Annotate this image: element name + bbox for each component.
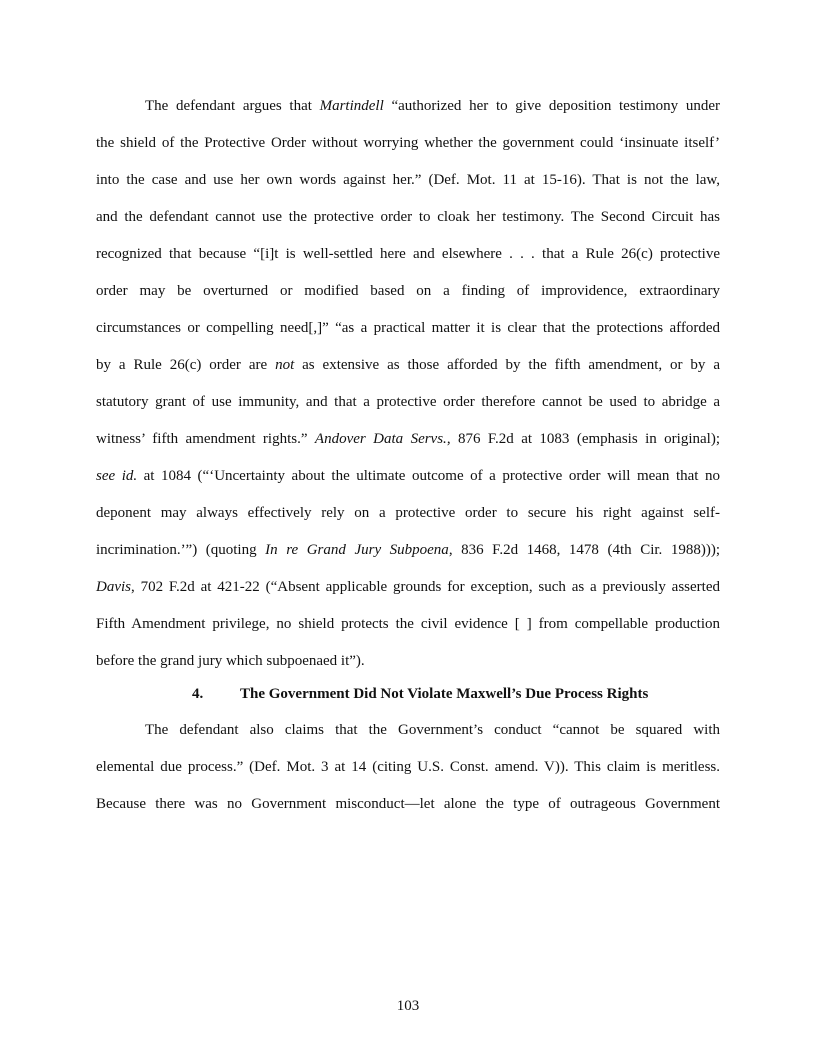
text-line bbox=[96, 355, 720, 375]
text-line bbox=[96, 794, 720, 814]
italic-text-run: Andover Data Servs. bbox=[314, 431, 447, 447]
text-run: , 876 F.2d at 1083 (emphasis in original); bbox=[446, 431, 720, 447]
text-line bbox=[96, 392, 720, 412]
text-line bbox=[96, 96, 720, 116]
text-line bbox=[96, 207, 720, 227]
text-line bbox=[96, 429, 720, 449]
text-line bbox=[96, 540, 720, 560]
text-run: , 836 F.2d 1468, 1478 (4th Cir. 1988))); bbox=[448, 542, 721, 558]
italic-text-run: not bbox=[275, 357, 295, 373]
text-run: The defendant argues that bbox=[145, 98, 320, 114]
section-number: 4. bbox=[192, 686, 204, 702]
text-line bbox=[96, 318, 720, 338]
text-run: “authorized her to give deposition testimony under bbox=[383, 98, 721, 114]
text-line bbox=[96, 577, 720, 597]
text-run: incrimination.’”) (quoting bbox=[96, 542, 266, 558]
italic-text-run: Davis bbox=[96, 579, 131, 595]
italic-text-run: In re Grand Jury Subpoena bbox=[265, 542, 449, 558]
section-heading bbox=[96, 684, 720, 704]
text-run: , 702 F.2d at 421-22 (“Absent applicable grounds for exception, such as a previously asserted bbox=[131, 579, 720, 595]
text-run: Because there was no Government misconduct—let alone the type of outrageous Government bbox=[96, 796, 720, 812]
text-line bbox=[96, 281, 720, 301]
text-line bbox=[96, 757, 720, 777]
text-run: deponent may always effectively rely on a protective order to secure his right against self- bbox=[96, 505, 720, 521]
section-title: The Government Did Not Violate Maxwell’s Due Process Rights bbox=[240, 686, 649, 702]
text-run: recognized that because “[i]t is well-settled here and elsewhere . . . that a Rule 26(c) protective bbox=[96, 246, 720, 262]
text-line bbox=[96, 720, 720, 740]
text-run: The defendant also claims that the Government’s conduct “cannot be squared with bbox=[145, 722, 720, 738]
text-run: by a Rule 26(c) order are bbox=[96, 357, 276, 373]
text-run: and the defendant cannot use the protective order to cloak her testimony. The Second Circuit has bbox=[96, 209, 720, 225]
text-run: order may be overturned or modified based on a finding of improvidence, extraordinary bbox=[96, 283, 720, 299]
text-line bbox=[96, 651, 720, 671]
text-line bbox=[96, 466, 720, 486]
text-line bbox=[96, 614, 720, 634]
text-run: the shield of the Protective Order without worrying whether the government could ‘insinuate itself’ bbox=[96, 135, 720, 151]
italic-text-run: Martindell bbox=[319, 98, 384, 114]
text-line bbox=[96, 244, 720, 264]
text-run: elemental due process.” (Def. Mot. 3 at 14 (citing U.S. Const. amend. V)). This claim is meritless. bbox=[96, 759, 720, 775]
text-run: Fifth Amendment privilege, no shield protects the civil evidence [ ] from compellable production bbox=[96, 616, 720, 632]
italic-text-run: see id. bbox=[96, 468, 138, 484]
text-run: at 1084 (“‘Uncertainty about the ultimate outcome of a protective order will mean that no bbox=[137, 468, 720, 484]
text-run: before the grand jury which subpoenaed it”). bbox=[96, 653, 365, 669]
text-line bbox=[96, 503, 720, 523]
text-run: witness’ fifth amendment rights.” bbox=[96, 431, 315, 447]
text-line bbox=[96, 133, 720, 153]
page-number: 103 bbox=[396, 998, 420, 1014]
text-run: into the case and use her own words against her.” (Def. Mot. 11 at 15-16). That is not the law, bbox=[96, 172, 720, 188]
text-run: circumstances or compelling need[,]” “as a practical matter it is clear that the protections afforded bbox=[96, 320, 720, 336]
text-line bbox=[96, 170, 720, 190]
text-run: as extensive as those afforded by the fifth amendment, or by a bbox=[294, 357, 720, 373]
text-run: statutory grant of use immunity, and that a protective order therefore cannot be used to abridge a bbox=[96, 394, 720, 410]
